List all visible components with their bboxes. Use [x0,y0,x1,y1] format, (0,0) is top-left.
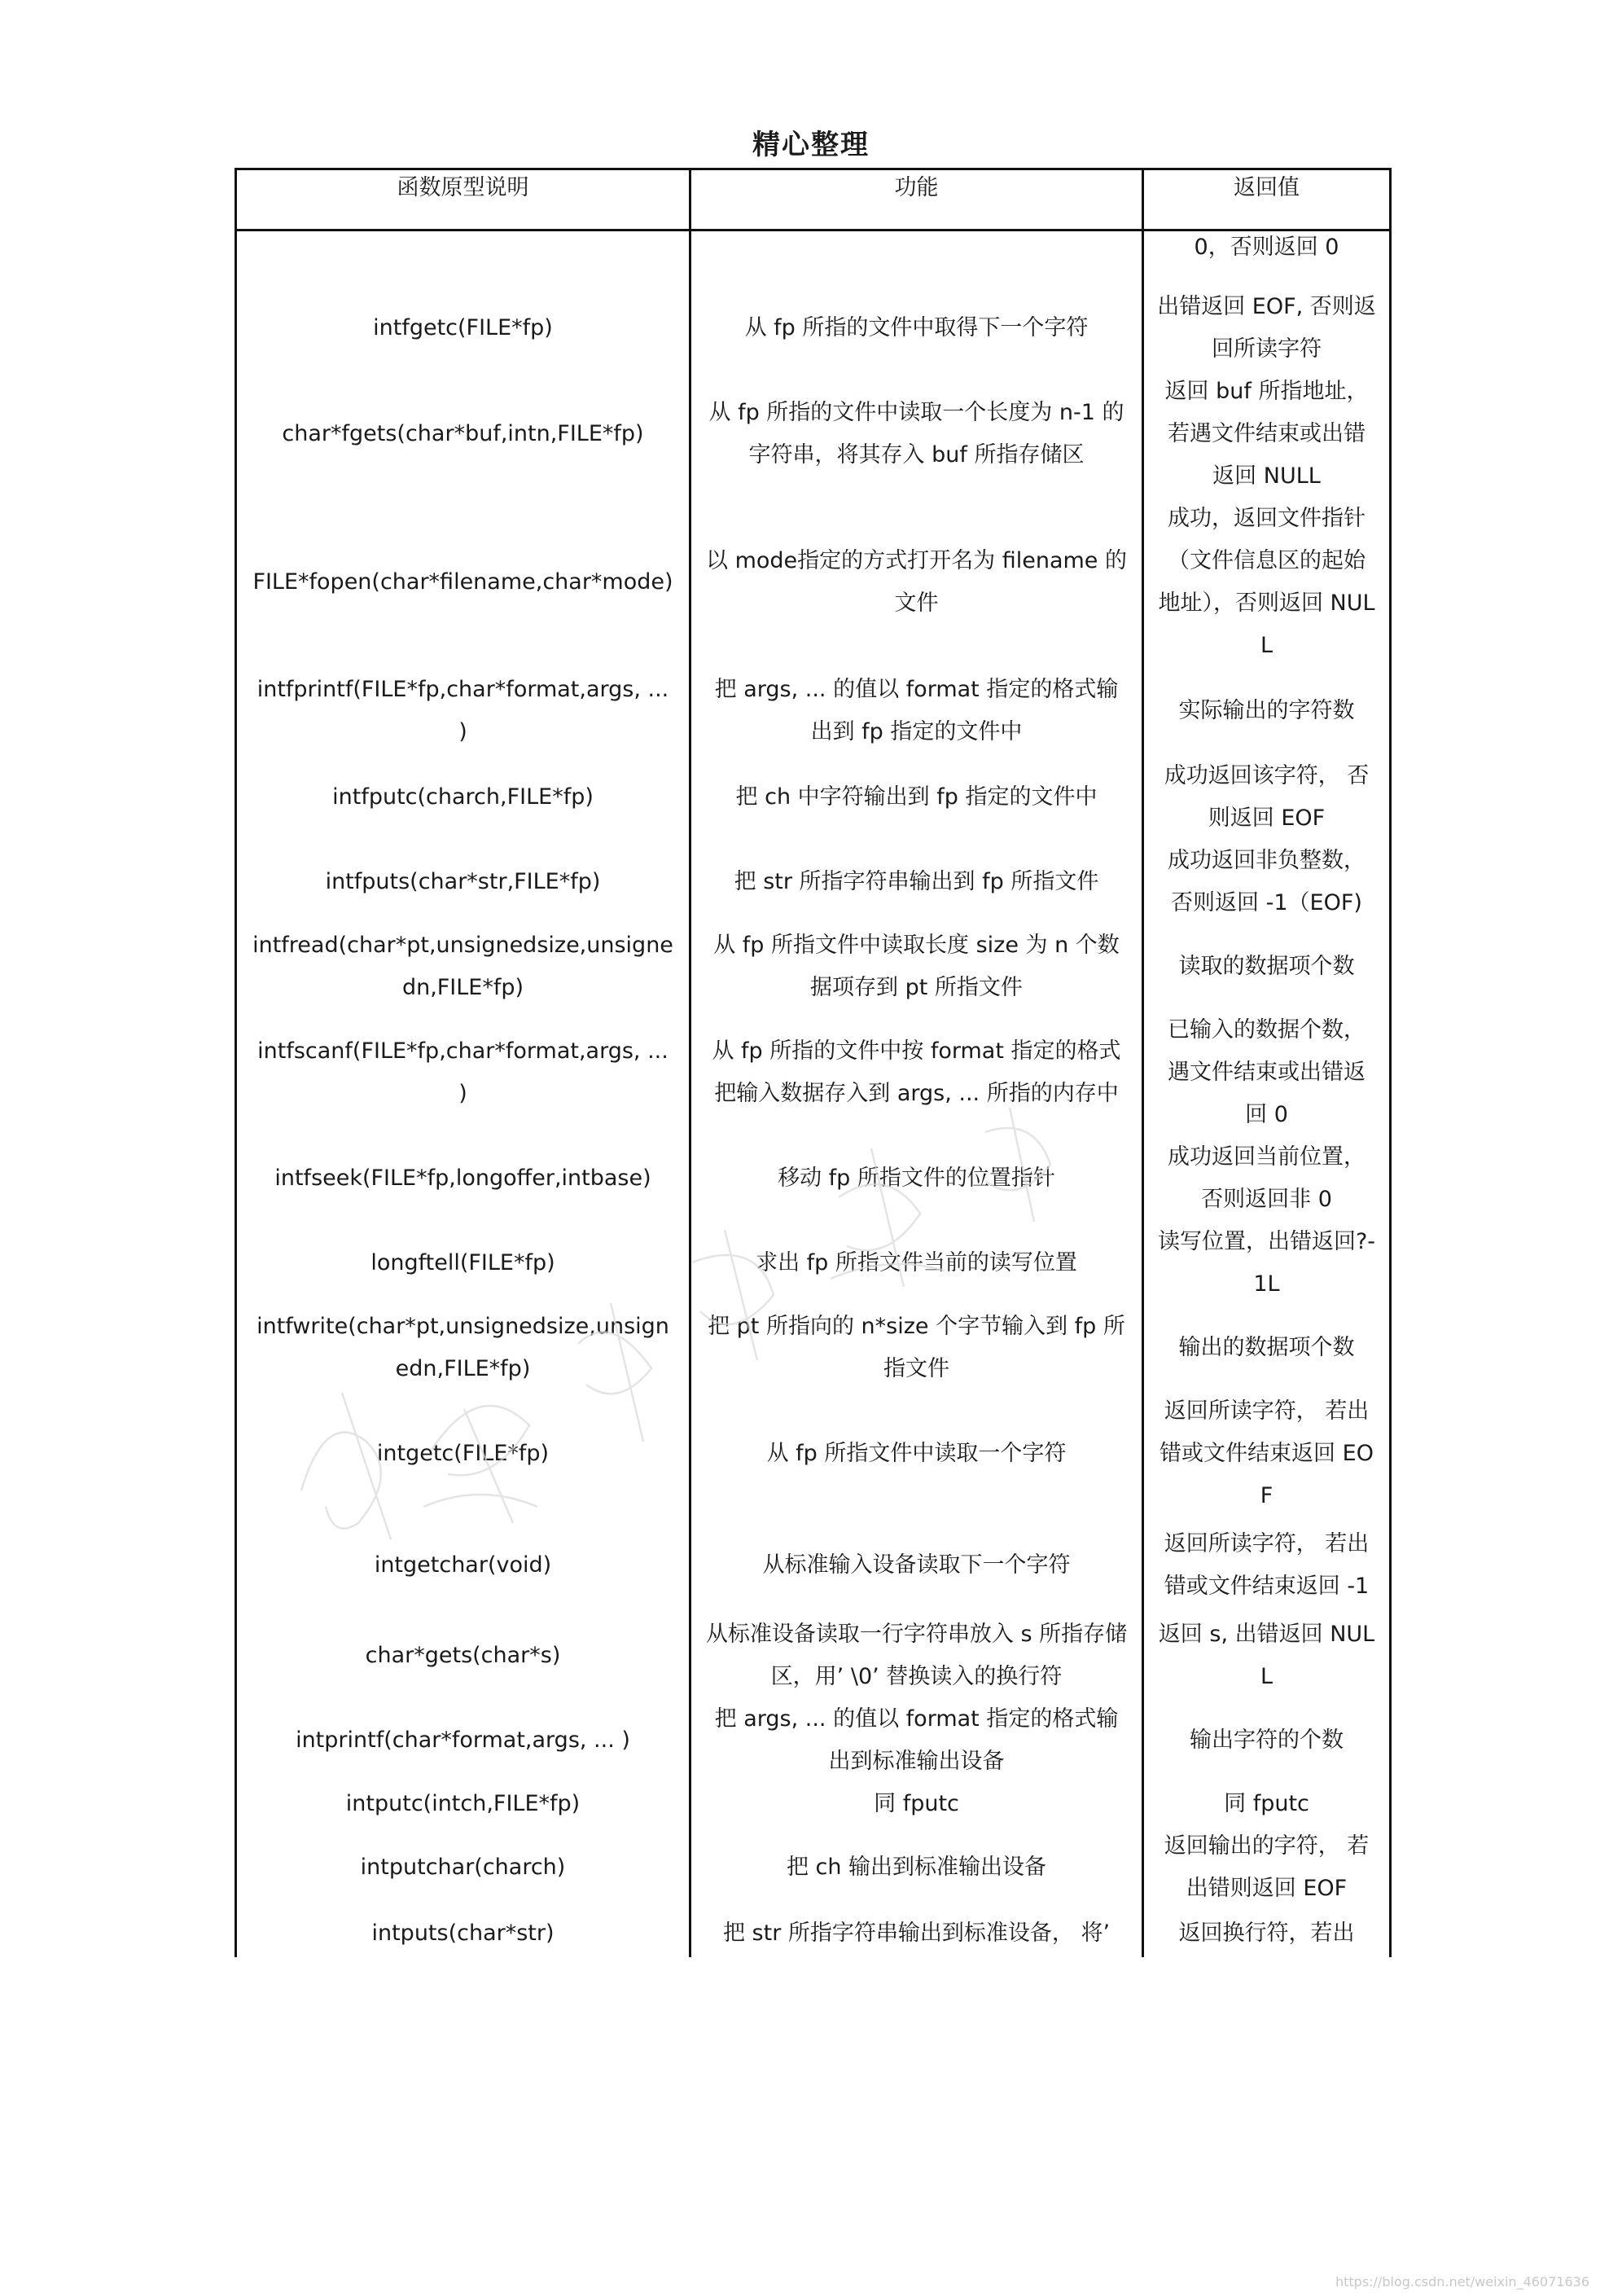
function-cell: 从 fp 所指文件中读取一个字符 [690,1390,1143,1517]
column-header-return: 返回值 [1143,169,1391,230]
table-row [236,1825,1391,1910]
prototype-cell: FILE*fopen(char*filename,char*mode) [236,498,690,667]
function-cell: 把 args, ... 的值以 format 指定的格式输出到 fp 指定的文件中 [690,667,1143,755]
function-cell: 以 mode指定的方式打开名为 filename 的文件 [690,498,1143,667]
function-cell: 从 fp 所指文件中读取长度 size 为 n 个数据项存到 pt 所指文件 [690,924,1143,1009]
table-row [236,1613,1391,1698]
function-cell: 把 ch 中字符输出到 fp 指定的文件中 [690,755,1143,840]
prototype-cell: intgetc(FILE*fp) [236,1390,690,1517]
return-value-cell: 返回所读字符， 若出错或文件结束返回 EOF [1143,1390,1391,1517]
prototype-cell: intfread(char*pt,unsignedsize,unsignedn,FILE*fp) [236,924,690,1009]
prototype-cell: intprintf(char*format,args, ... ) [236,1698,690,1783]
table-row [236,498,1391,667]
prototype-cell: intfprintf(FILE*fp,char*format,args, ... ) [236,667,690,755]
table-row [236,1910,1391,1957]
table-row [236,1221,1391,1306]
function-cell: 从 fp 所指的文件中按 format 指定的格式把输入数据存入到 args, ... 所指的内存中 [690,1009,1143,1136]
table-row [236,755,1391,840]
return-value-cell: 返回换行符，若出 [1143,1910,1391,1957]
function-cell: 把 ch 输出到标准输出设备 [690,1825,1143,1910]
return-value-cell: 成功返回当前位置，否则返回非 0 [1143,1136,1391,1221]
return-value-cell: 出错返回 EOF, 否则返回所读字符 [1143,286,1391,371]
return-value-cell: 输出字符的个数 [1143,1698,1391,1783]
function-cell: 把 args, ... 的值以 format 指定的格式输出到标准输出设备 [690,1698,1143,1783]
return-value-cell: 输出的数据项个数 [1143,1306,1391,1390]
page-title: 精心整理 [752,129,870,161]
function-cell: 把 str 所指字符串输出到 fp 所指文件 [690,840,1143,924]
function-table [235,168,1392,1957]
return-value-cell: 实际输出的字符数 [1143,667,1391,755]
prototype-cell: intfscanf(FILE*fp,char*format,args, ... ) [236,1009,690,1136]
prototype-cell: intputchar(charch) [236,1825,690,1910]
table-row [236,1306,1391,1390]
prototype-cell: intgetchar(void) [236,1517,690,1613]
function-cell: 从标准设备读取一行字符串放入 s 所指存储区，用’ \0’ 替换读入的换行符 [690,1613,1143,1698]
table-row [236,230,1391,286]
function-cell: 求出 fp 所指文件当前的读写位置 [690,1221,1143,1306]
table-row [236,1517,1391,1613]
table-row [236,371,1391,498]
return-value-cell: 返回 buf 所指地址，若遇文件结束或出错返回 NULL [1143,371,1391,498]
table-row [236,286,1391,371]
function-cell: 把 str 所指字符串输出到标准设备， 将’ [690,1910,1143,1957]
table-row [236,1390,1391,1517]
table-row [236,1783,1391,1825]
prototype-cell: intputc(intch,FILE*fp) [236,1783,690,1825]
table-row [236,667,1391,755]
return-value-cell: 读取的数据项个数 [1143,924,1391,1009]
prototype-cell: intfputs(char*str,FILE*fp) [236,840,690,924]
table-header-row [236,169,1391,230]
prototype-cell [236,230,690,286]
table-row [236,1136,1391,1221]
return-value-cell: 返回输出的字符， 若出错则返回 EOF [1143,1825,1391,1910]
return-value-cell: 成功返回非负整数，否则返回 -1（EOF) [1143,840,1391,924]
prototype-cell: intfputc(charch,FILE*fp) [236,755,690,840]
return-value-cell: 读写位置，出错返回?-1L [1143,1221,1391,1306]
return-value-cell: 同 fputc [1143,1783,1391,1825]
function-cell: 把 pt 所指向的 n*size 个字节输入到 fp 所指文件 [690,1306,1143,1390]
return-value-cell: 返回所读字符， 若出错或文件结束返回 -1 [1143,1517,1391,1613]
source-url: https://blog.csdn.net/weixin_46071636 [1335,2274,1589,2289]
function-cell [690,230,1143,286]
prototype-cell: char*gets(char*s) [236,1613,690,1698]
prototype-cell: intfwrite(char*pt,unsignedsize,unsignedn,FILE*fp) [236,1306,690,1390]
table-row [236,1009,1391,1136]
return-value-cell: 成功返回该字符， 否则返回 EOF [1143,755,1391,840]
prototype-cell: char*fgets(char*buf,intn,FILE*fp) [236,371,690,498]
return-value-cell: 成功，返回文件指针（文件信息区的起始地址），否则返回 NULL [1143,498,1391,667]
table-row [236,924,1391,1009]
return-value-cell: 返回 s, 出错返回 NULL [1143,1613,1391,1698]
column-header-function: 功能 [690,169,1143,230]
prototype-cell: intfgetc(FILE*fp) [236,286,690,371]
function-cell: 移动 fp 所指文件的位置指针 [690,1136,1143,1221]
function-cell: 从标准输入设备读取下一个字符 [690,1517,1143,1613]
table-row [236,840,1391,924]
function-cell: 从 fp 所指的文件中取得下一个字符 [690,286,1143,371]
column-header-prototype: 函数原型说明 [236,169,690,230]
function-cell: 同 fputc [690,1783,1143,1825]
return-value-cell: 已输入的数据个数，遇文件结束或出错返回 0 [1143,1009,1391,1136]
table-row [236,1698,1391,1783]
return-value-cell: 0，否则返回 0 [1143,230,1391,286]
function-cell: 从 fp 所指的文件中读取一个长度为 n-1 的字符串，将其存入 buf 所指存储区 [690,371,1143,498]
prototype-cell: longftell(FILE*fp) [236,1221,690,1306]
prototype-cell: intputs(char*str) [236,1910,690,1957]
prototype-cell: intfseek(FILE*fp,longoffer,intbase) [236,1136,690,1221]
